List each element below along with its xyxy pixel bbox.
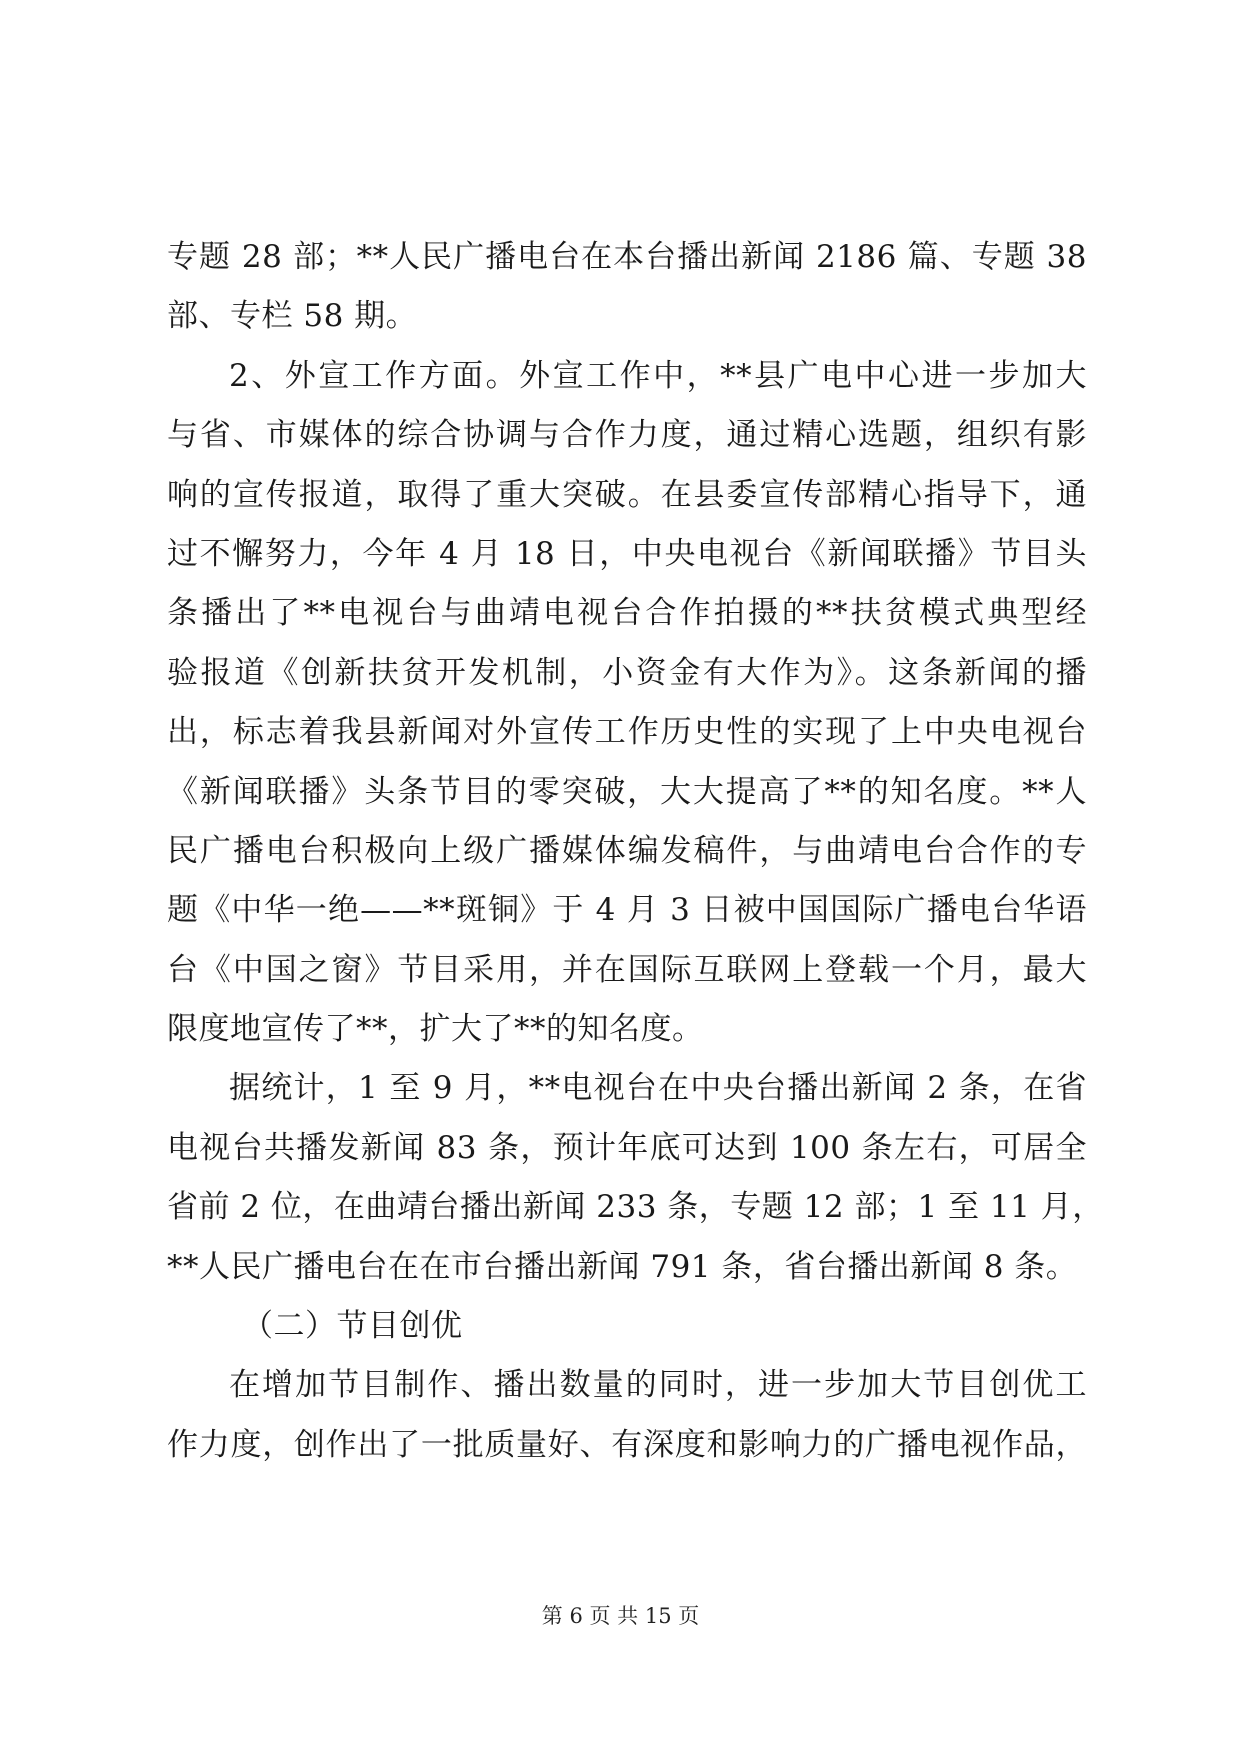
text-line: 验报道《创新扶贫开发机制，小资金有大作为》。这条新闻的播 (167, 654, 1087, 691)
text-line: 过不懈努力，今年 4 月 18 日，中央电视台《新闻联播》节目头 (167, 535, 1087, 572)
text-line: 题《中华一绝——**斑铜》于 4 月 3 日被中国国际广播电台华语 (167, 892, 1087, 929)
text-line: **人民广播电台在在市台播出新闻 791 条，省台播出新闻 8 条。 (167, 1248, 1078, 1285)
text-line: 民广播电台积极向上级广播媒体编发稿件，与曲靖电台合作的专 (167, 832, 1087, 869)
text-line: 部、专栏 58 期。 (167, 298, 418, 335)
section-heading: （二）节目创优 (242, 1308, 463, 1345)
text-line: 在增加节目制作、播出数量的同时，进一步加大节目创优工 (229, 1367, 1087, 1404)
page-number: 第 6 页 共 15 页 (541, 1604, 700, 1628)
text-line: 条播出了**电视台与曲靖电视台合作拍摄的**扶贫模式典型经 (167, 595, 1087, 632)
text-line: 与省、市媒体的综合协调与合作力度，通过精心选题，组织有影 (167, 417, 1087, 454)
text-line: 电视台共播发新闻 83 条，预计年底可达到 100 条左右，可居全 (167, 1129, 1087, 1166)
text-line: 作力度，创作出了一批质量好、有深度和影响力的广播电视作品， (167, 1426, 1087, 1463)
text-line: 台《中国之窗》节目采用，并在国际互联网上登载一个月，最大 (167, 951, 1087, 988)
page-footer (0, 1600, 1241, 1630)
text-line: 《新闻联播》头条节目的零突破，大大提高了**的知名度。**人 (167, 773, 1087, 810)
document-body (167, 228, 1104, 1475)
text-line: 省前 2 位，在曲靖台播出新闻 233 条，专题 12 部；1 至 11 月， (167, 1189, 1104, 1226)
text-line: 响的宣传报道，取得了重大突破。在县委宣传部精心指导下，通 (167, 476, 1087, 513)
text-line: 2、外宣工作方面。外宣工作中，**县广电中心进一步加大 (229, 357, 1087, 394)
text-line: 据统计，1 至 9 月，**电视台在中央台播出新闻 2 条，在省 (229, 1070, 1087, 1107)
text-line: 专题 28 部；**人民广播电台在本台播出新闻 2186 篇、专题 38 (167, 239, 1087, 275)
text-line: 限度地宣传了**，扩大了**的知名度。 (167, 1011, 704, 1048)
text-line: 出，标志着我县新闻对外宣传工作历史性的实现了上中央电视台 (167, 714, 1087, 751)
